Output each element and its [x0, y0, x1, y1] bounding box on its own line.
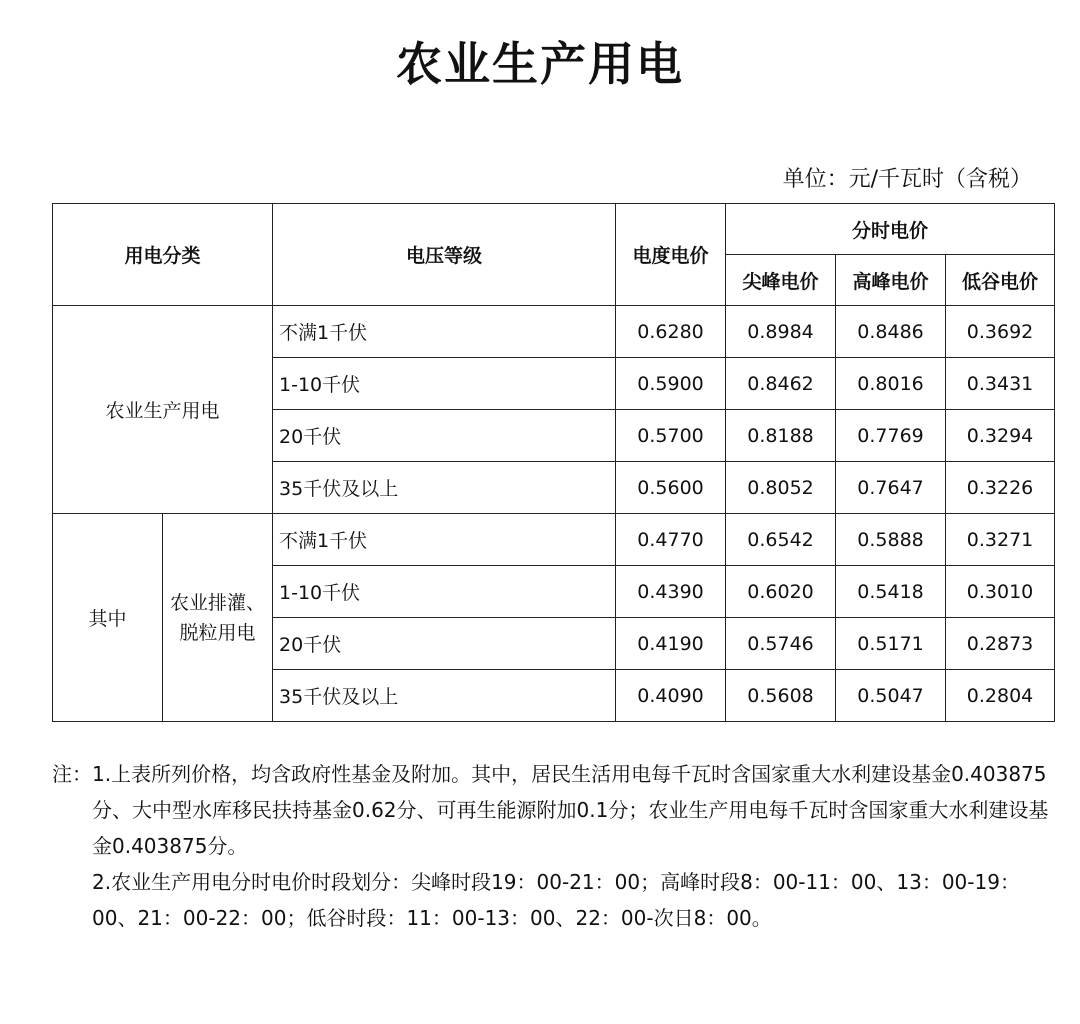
header-valley: 低谷电价: [946, 255, 1055, 306]
energy-price-cell: 0.4390: [616, 566, 726, 618]
group-sub-label: 其中: [53, 514, 163, 722]
voltage-cell: 20千伏: [273, 410, 616, 462]
sharp-price-cell: 0.8462: [726, 358, 836, 410]
valley-price-cell: 0.3431: [946, 358, 1055, 410]
header-row-1: [53, 204, 1055, 255]
peak-price-cell: 0.5418: [836, 566, 946, 618]
table-row: [53, 306, 1055, 358]
price-table: [52, 203, 1055, 722]
header-category: 用电分类: [53, 204, 273, 306]
valley-price-cell: 0.3692: [946, 306, 1055, 358]
peak-price-cell: 0.5047: [836, 670, 946, 722]
energy-price-cell: 0.5900: [616, 358, 726, 410]
valley-price-cell: 0.3294: [946, 410, 1055, 462]
peak-price-cell: 0.5171: [836, 618, 946, 670]
voltage-cell: 35千伏及以上: [273, 462, 616, 514]
valley-price-cell: 0.2804: [946, 670, 1055, 722]
energy-price-cell: 0.4190: [616, 618, 726, 670]
peak-price-cell: 0.7769: [836, 410, 946, 462]
group-sub-sublabel: 农业排灌、脱粒用电: [163, 514, 273, 722]
note-1: [52, 756, 1052, 864]
voltage-cell: 不满1千伏: [273, 514, 616, 566]
note-1-text: 1.上表所列价格，均含政府性基金及附加。其中，居民生活用电每千瓦时含国家重大水利建设基金0.403875分、大中型水库移民扶持基金0.62分、可再生能源附加0.1分；农业生产用电每千瓦时含国家重大水利建设基金0.403875分。: [92, 762, 1049, 858]
energy-price-cell: 0.4090: [616, 670, 726, 722]
note-2-text: 2.农业生产用电分时电价时段划分：尖峰时段19：00-21：00；高峰时段8：00-11：00、13：00-19：00、21：00-22：00；低谷时段：11：00-13：00、22：00-次日8：00。: [92, 870, 1020, 930]
peak-price-cell: 0.8486: [836, 306, 946, 358]
sharp-price-cell: 0.8052: [726, 462, 836, 514]
note-2: [52, 864, 1052, 936]
energy-price-cell: 0.5600: [616, 462, 726, 514]
energy-price-cell: 0.6280: [616, 306, 726, 358]
header-tou-group: 分时电价: [726, 204, 1055, 255]
peak-price-cell: 0.8016: [836, 358, 946, 410]
valley-price-cell: 0.3010: [946, 566, 1055, 618]
page-title: 农业生产用电: [396, 37, 684, 91]
sharp-price-cell: 0.8188: [726, 410, 836, 462]
voltage-cell: 不满1千伏: [273, 306, 616, 358]
valley-price-cell: 0.2873: [946, 618, 1055, 670]
valley-price-cell: 0.3226: [946, 462, 1055, 514]
notes-section: [52, 756, 1052, 936]
valley-price-cell: 0.3271: [946, 514, 1055, 566]
notes-prefix: 注：: [52, 762, 92, 786]
sharp-price-cell: 0.5746: [726, 618, 836, 670]
sharp-price-cell: 0.6020: [726, 566, 836, 618]
energy-price-cell: 0.4770: [616, 514, 726, 566]
sharp-price-cell: 0.5608: [726, 670, 836, 722]
header-energy-price: 电度电价: [616, 204, 726, 306]
voltage-cell: 20千伏: [273, 618, 616, 670]
sharp-price-cell: 0.8984: [726, 306, 836, 358]
unit-label: 单位：元/千瓦时（含税）: [782, 167, 1032, 192]
voltage-cell: 1-10千伏: [273, 358, 616, 410]
peak-price-cell: 0.7647: [836, 462, 946, 514]
energy-price-cell: 0.5700: [616, 410, 726, 462]
voltage-cell: 1-10千伏: [273, 566, 616, 618]
peak-price-cell: 0.5888: [836, 514, 946, 566]
voltage-cell: 35千伏及以上: [273, 670, 616, 722]
group-main-label: 农业生产用电: [53, 306, 273, 514]
sharp-price-cell: 0.6542: [726, 514, 836, 566]
table-row: [53, 514, 1055, 566]
header-peak: 高峰电价: [836, 255, 946, 306]
header-voltage: 电压等级: [273, 204, 616, 306]
header-peak-sharp: 尖峰电价: [726, 255, 836, 306]
